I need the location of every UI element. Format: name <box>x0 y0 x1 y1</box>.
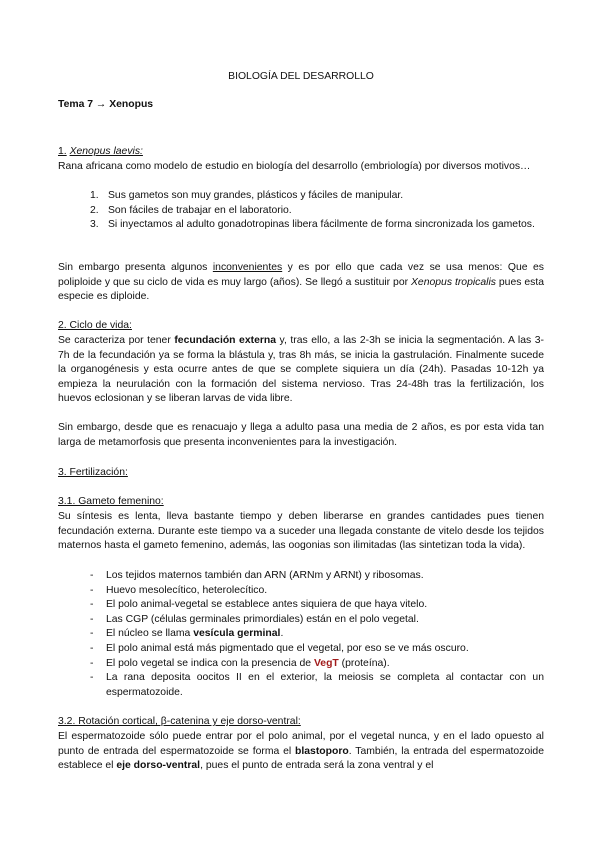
list-item: - El núcleo se llama vesícula germinal. <box>90 628 284 640</box>
section-2-paragraph-2: Sin embargo, desde que es renacuajo y llega a adulto pasa una media de 2 años, es por esta vida tan larga de metamorfosis que presenta inconvenientes para la investigación. <box>58 422 544 448</box>
list-item: - Las CGP (células germinales primordiales) están en el polo vegetal. <box>90 613 419 625</box>
key-term: eje dorso-ventral <box>116 760 201 772</box>
section-1-intro: Rana africana como modelo de estudio en biología del desarrollo (embriología) por diversos motivos… <box>58 160 531 172</box>
list-item: - El polo animal-vegetal se establece antes siquiera de que haya vitelo. <box>90 599 428 611</box>
vegt-protein-term: VegT <box>313 657 339 669</box>
section-3-2-heading: 3.2. Rotación cortical, β-catenina y eje dorso-ventral: <box>58 716 301 727</box>
key-term: vesícula germinal <box>193 628 281 640</box>
list-item: - El polo vegetal se indica con la presencia de VegT (proteína). <box>90 657 390 669</box>
section-1-heading <box>58 145 544 160</box>
drawbacks-term: inconvenientes <box>212 262 283 273</box>
list-item: - La rana deposita oocitos II en el exterior, la meiosis se completa al contactar con un espermatozoide. <box>90 672 544 698</box>
section-3-2-paragraph: El espermatozoide sólo puede entrar por el polo animal, por el vegetal nunca, y en el lado opuesto al punto de entrada del espermatozoide se forma el blastoporo. También, la entrada del espermatozoide establece el eje dorso-ventral, pues el punto de entrada será la zona ventral y el <box>58 731 544 772</box>
section-3-heading: 3. Fertilización: <box>58 467 128 478</box>
list-item: 3. Si inyectamos al adulto gonadotropinas libera fácilmente de forma sincronizada los gametos. <box>90 219 535 231</box>
section-2-heading: 2. Ciclo de vida: <box>58 320 132 331</box>
section-3-1-heading: 3.1. Gameto femenino: <box>58 496 164 507</box>
topic-heading: Tema 7 → Xenopus <box>58 99 154 110</box>
section-3-1-intro: Su síntesis es lenta, lleva bastante tiempo y deben liberarse en grandes cantidades pues tienen fecundación externa. Durante este tiempo va a suceder una llegada constante de vitelo desde los tejidos maternos hasta el gameto femenino, además, las oogonias son ilimitadas (las sintetizan toda la vida). <box>58 511 544 552</box>
reasons-list <box>58 189 544 233</box>
key-term: fecundación externa <box>174 335 277 346</box>
section-1-title: Xenopus laevis: <box>69 146 143 157</box>
species-name: Xenopus tropicalis <box>411 276 496 288</box>
key-term: blastoporo <box>295 745 349 757</box>
document-title: BIOLOGÍA DEL DESARROLLO <box>228 71 374 82</box>
section-1-number: 1. <box>58 146 67 157</box>
list-item: 2. Son fáciles de trabajar en el laboratorio. <box>90 204 292 216</box>
list-item: 1. Sus gametos son muy grandes, plásticos y fáciles de manipular. <box>90 190 404 201</box>
section-2-paragraph-1: Se caracteriza por tener fecundación externa y, tras ello, a las 2-3h se inicia la segmentación. A las 3-7h de la fecundación ya se forma la blástula y, tras 8h más, se inicia la gastrulación. Finalmente sucede la organogénesis y esta ocurre antes de que se complete siquiera un día (24h). Pasadas 10-12h ya empieza la neurulación con la formación del sistema nervioso. Tras 24-48h tras la fertilización, los huevos eclosionan y se liberan larvas de vida libre. <box>58 335 544 405</box>
list-item: - Huevo mesolecítico, heterolecítico. <box>90 584 268 596</box>
section-1-drawbacks: Sin embargo presenta algunos inconvenientes y es por ello que cada vez se usa menos: Que es poliploide y que su ciclo de vida es muy largo (años). Se llegó a sustituir por Xenopus tropicalis pues esta especie es diploide. <box>58 262 544 303</box>
list-item: - El polo animal está más pigmentado que el vegetal, por eso se ve más oscuro. <box>90 642 469 654</box>
list-item: - Los tejidos maternos también dan ARN (ARNm y ARNt) y ribosomas. <box>90 570 424 581</box>
female-gamete-list <box>58 569 544 700</box>
